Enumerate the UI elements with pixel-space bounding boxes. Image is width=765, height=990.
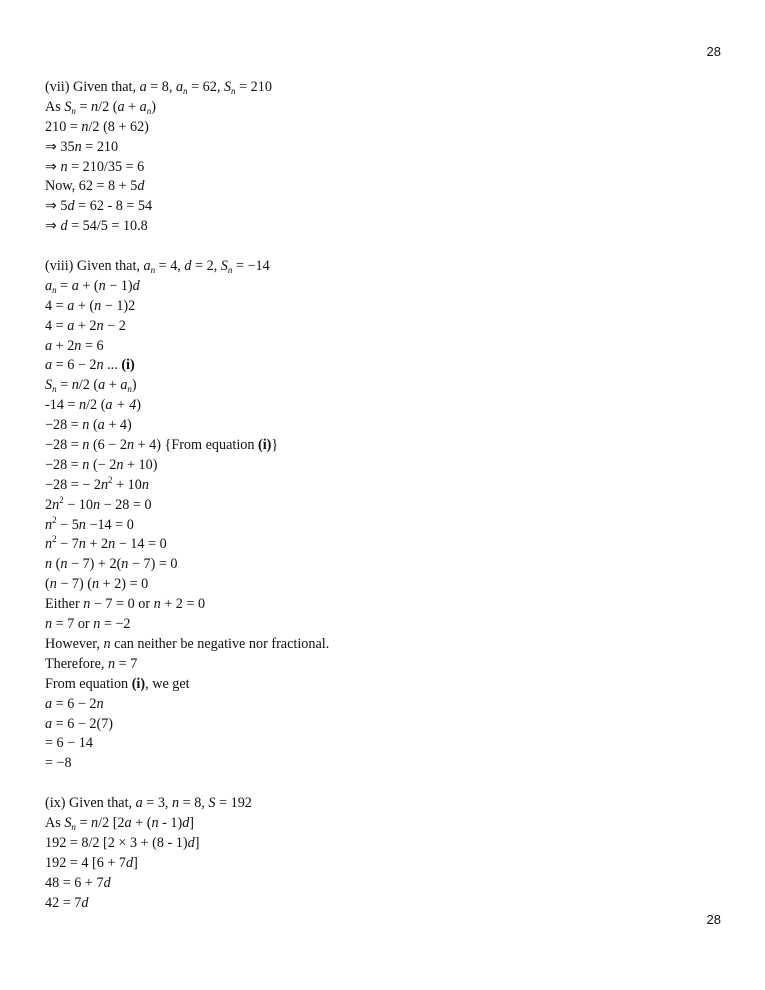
math-line: Either n − 7 = 0 or n + 2 = 0 — [45, 596, 206, 613]
solution-content — [45, 78, 725, 913]
math-line: From equation (i), we get — [45, 675, 190, 692]
math-line: n = 7 or n = −2 — [45, 616, 131, 633]
section-ix — [45, 794, 725, 913]
math-line: As $S_n = n/2$ $(a + a_n)$ — [45, 98, 156, 116]
math-line: a = 6 − 2n ... (i) — [45, 357, 135, 374]
section-gap — [45, 237, 725, 257]
math-line: $2n^2 - 10n - 28 = 0$ — [45, 494, 152, 513]
section-viii — [45, 257, 725, 774]
math-line: Therefore, n = 7 — [45, 655, 138, 672]
math-line: $n^2 - 7n + 2n - 14 = 0$ — [45, 534, 167, 553]
page-number-bottom: 28 — [706, 912, 721, 927]
math-line: -14 = n/2 (a + 4) — [45, 397, 142, 414]
math-line: a + 2n = 6 — [45, 337, 104, 354]
math-line: $S_n = n/2$ $(a + a_n)$ — [45, 377, 137, 395]
math-line: ⇒ n = 210/35 = 6 — [45, 158, 145, 175]
math-line: (viii) Given that, $a_n = 4$, d = 2, $S_n = -14$ — [45, 258, 270, 276]
math-line: 4 = a + (n − 1)2 — [45, 297, 136, 314]
math-line: (n − 7) (n + 2) = 0 — [45, 576, 149, 593]
math-line: However, n can neither be negative nor fractional. — [45, 635, 330, 652]
math-line: 192 = 8/2 [2 × 3 + (8 - 1)d] — [45, 834, 200, 851]
math-line: −28 = n (a + 4) — [45, 417, 132, 434]
math-line: (ix) Given that, a = 3, n = 8, S = 192 — [45, 795, 252, 812]
math-line: = −8 — [45, 755, 72, 772]
section-vii — [45, 78, 725, 237]
page-number-top: 28 — [706, 44, 721, 59]
math-line: ⇒ 5d = 62 - 8 = 54 — [45, 198, 153, 215]
math-line: a = 6 − 2(7) — [45, 715, 114, 732]
math-line: 210 = n/2 (8 + 62) — [45, 118, 149, 135]
math-line: (vii) Given that, a = 8, $a_n = 62$, $S_n = 210$ — [45, 79, 272, 96]
math-line: As $S_n = n/2$ [2a + (n - 1)d] — [45, 814, 195, 832]
math-line: Now, 62 = 8 + 5d — [45, 178, 145, 195]
math-line: ⇒ d = 54/5 = 10.8 — [45, 218, 148, 235]
math-line: −28 = n (− 2n + 10) — [45, 456, 158, 473]
math-line: $n^2 - 5n -14 = 0$ — [45, 514, 134, 533]
math-line: −28 = − $2n^2 + 10n$ — [45, 474, 149, 493]
math-line: = 6 − 14 — [45, 735, 93, 752]
math-line: $a_n = a + (n - 1)d$ — [45, 277, 140, 295]
math-line: 192 = 4 [6 + 7d] — [45, 854, 138, 871]
math-line: a = 6 − 2n — [45, 695, 104, 712]
math-line: 4 = a + 2n − 2 — [45, 317, 126, 334]
section-gap — [45, 774, 725, 794]
math-line: n (n − 7) + 2(n − 7) = 0 — [45, 556, 178, 573]
math-line: −28 = n (6 − 2n + 4) {From equation (i)} — [45, 437, 279, 454]
math-line: 48 = 6 + 7d — [45, 874, 111, 891]
math-line: ⇒ 35n = 210 — [45, 138, 119, 155]
math-line: 42 = 7d — [45, 894, 89, 911]
